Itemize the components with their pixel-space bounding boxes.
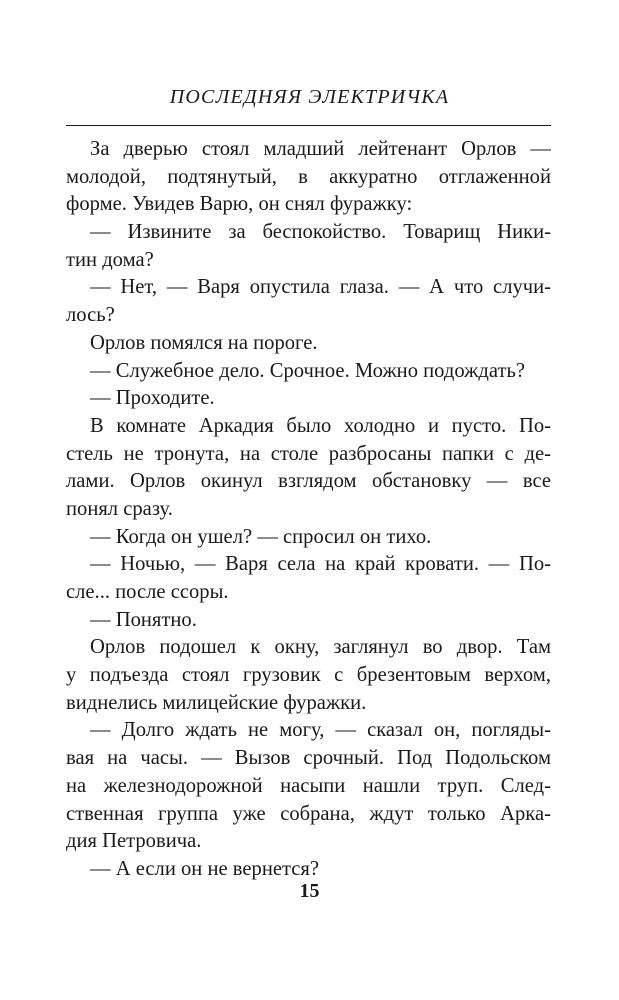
text-line: — Долго ждать не могу, — сказал он, погляды-	[90, 719, 551, 742]
text-line: Орлов помялся на пороге.	[90, 331, 318, 354]
text-line: ственная группа уже собрана, ждут только Арка-	[66, 802, 551, 825]
text-line: сле... после ссоры.	[66, 581, 229, 603]
text-line: тин дома?	[66, 248, 154, 271]
text-line: — Нет, — Варя опустила глаза. — А что случи-	[90, 276, 551, 299]
text-line: лось?	[66, 304, 115, 327]
text-line: на железнодорожной насыпи нашли труп. След-	[66, 774, 551, 797]
text-line: — Извините за беспокойство. Товарищ Ники-	[90, 221, 551, 244]
text-line: вая на часы. — Вызов срочный. Под Подольском	[66, 747, 551, 770]
text-line: — Понятно.	[90, 608, 197, 631]
text-line: — Проходите.	[90, 387, 215, 410]
text-line: виднелись милицейские фуражки.	[66, 691, 367, 714]
text-line: молодой, подтянутый, в аккуратно отглаженной	[66, 165, 551, 188]
text-line: За дверью стоял младший лейтенант Орлов —	[90, 138, 551, 160]
text-line: — А если он не вернется?	[90, 857, 319, 880]
text-line: форме. Увидев Варю, он снял фуражку:	[66, 193, 413, 216]
text-line: лами. Орлов окинул взглядом обстановку — все	[66, 470, 551, 493]
text-line: Орлов подошел к окну, заглянул во двор. Там	[90, 636, 551, 659]
text-line: у подъезда стоял грузовик с брезентовым верхом,	[66, 664, 551, 687]
text-line: понял сразу.	[66, 497, 173, 520]
header-rule	[66, 125, 551, 126]
text-line: — Ночью, — Варя села на край кровати. — По-	[90, 553, 551, 576]
text-line: дия Петровича.	[66, 830, 202, 853]
running-title: ПОСЛЕДНЯЯ ЭЛЕКТРИЧКА	[169, 86, 450, 108]
text-line: В комнате Аркадия было холодно и пусто. По-	[90, 414, 551, 437]
text-line: стель не тронута, на столе разбросаны папки с де-	[66, 442, 551, 465]
text-line: — Служебное дело. Срочное. Можно подождать?	[90, 359, 525, 382]
page-number: 15	[299, 880, 320, 902]
body-text	[66, 136, 551, 884]
text-line: — Когда он ушел? — спросил он тихо.	[90, 525, 432, 548]
